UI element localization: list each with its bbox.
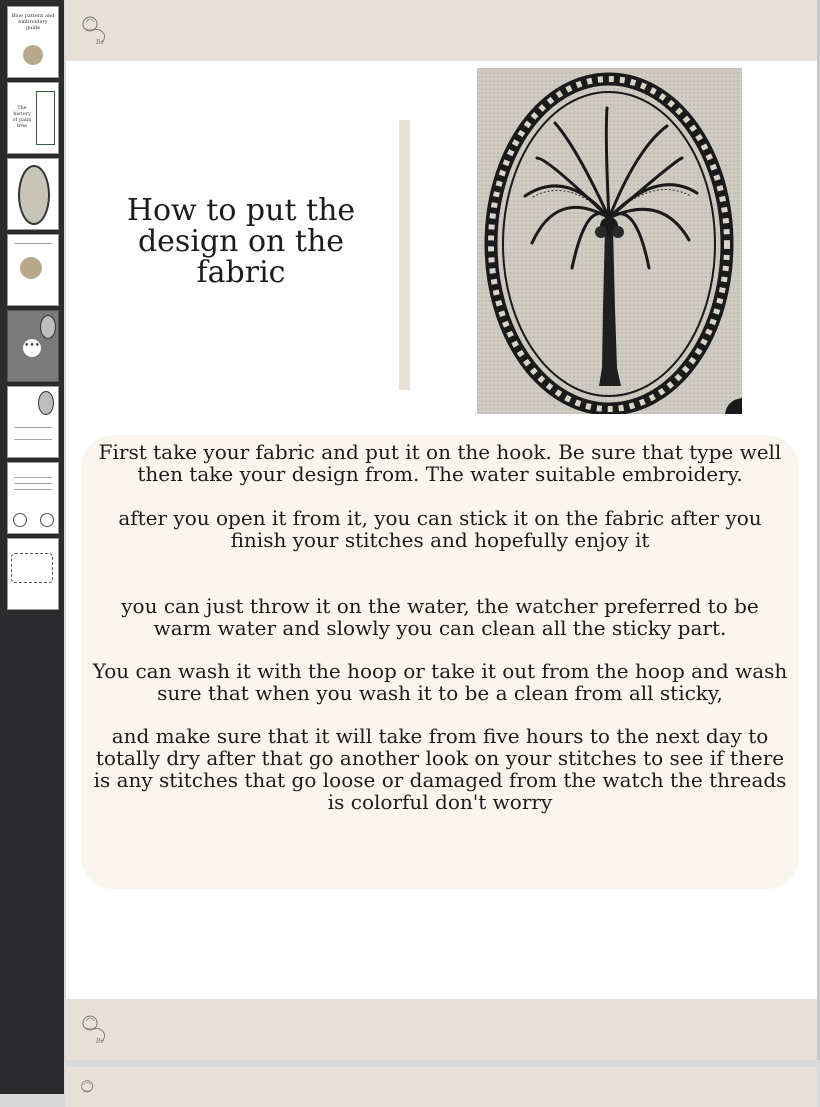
hoop-thumbnail-icon: [20, 257, 42, 279]
vertical-divider: [399, 120, 410, 390]
svg-text:Be: Be: [96, 39, 104, 46]
page-thumbnail-6[interactable]: [7, 386, 59, 458]
hoop-thumbnail-icon: [13, 513, 27, 527]
thumbnail-title: Blue pattern and embroidery guide: [11, 13, 55, 31]
instruction-paragraph: and make sure that it will take from five hours to the next day to totally dry after that go another look on your stitches to see if there is any stitches that go loose or damaged from the watch the threads is colorful don't worry: [93, 724, 787, 814]
embroidery-logo-icon: [76, 1009, 116, 1049]
page-heading: How to put the design on the fabric: [126, 193, 356, 290]
text-panel-thumbnail-icon: [36, 91, 55, 145]
page-thumbnail-3[interactable]: [7, 158, 59, 230]
palm-thumbnail-icon: [40, 315, 56, 339]
svg-text:Be: Be: [96, 1038, 104, 1045]
hoop-thumbnail-icon: [23, 45, 43, 65]
palm-tree-illustration: [477, 68, 742, 414]
instruction-paragraph: you can just throw it on the water, the watcher preferred to be warm water and slowly you can clean all the sticky part.: [121, 594, 759, 640]
page-header-band: [66, 0, 817, 61]
next-page-header-band: [66, 1067, 817, 1107]
page-thumbnail-1[interactable]: [7, 6, 59, 78]
instructions-card: [81, 435, 799, 889]
page-thumbnail-4[interactable]: [7, 234, 59, 306]
palm-thumbnail-icon: [38, 391, 54, 415]
page-thumbnail-7[interactable]: [7, 462, 59, 534]
page-thumbnail-2[interactable]: [7, 82, 59, 154]
page-thumbnail-sidebar: [0, 0, 64, 1094]
instruction-paragraph: after you open it from it, you can stick it on the fabric after you finish your stitches and hopefully enjoy it: [118, 506, 762, 552]
dashed-card-thumbnail-icon: [11, 553, 53, 583]
more-horizontal-icon[interactable]: •••: [23, 339, 41, 357]
embroidery-logo-icon: [76, 10, 116, 50]
page-thumbnail-8[interactable]: [7, 538, 59, 610]
hoop-thumbnail-icon: [40, 513, 54, 527]
instruction-paragraph: First take your fabric and put it on the hook. Be sure that type well then take your design from. The water suitable embroidery.: [98, 440, 782, 486]
palm-oval-thumbnail-icon: [18, 165, 50, 225]
page-footer-band: [66, 999, 817, 1060]
thumbnail-title: The history of palm tree: [12, 105, 32, 129]
embroidery-logo-icon: [76, 1075, 108, 1107]
page-thumbnail-5-current[interactable]: [7, 310, 59, 382]
instruction-paragraph: You can wash it with the hoop or take it out from the hoop and wash sure that when you wash it to be a clean from all sticky,: [92, 659, 788, 705]
document-page: [66, 0, 820, 1060]
